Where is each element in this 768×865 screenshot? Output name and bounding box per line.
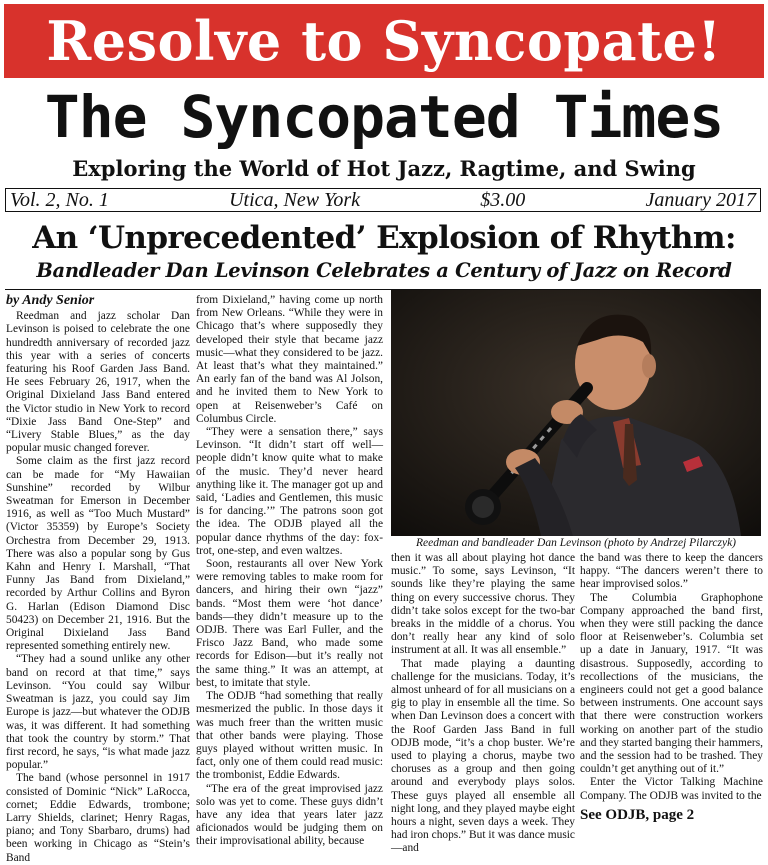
paragraph: then it was all about playing hot dance music.” To some, says Levinson, “It sounds like they’re playing the same thing on every successive chorus. They didn’t take solos except for the two-bar breaks in the middle of a chorus. You don’t really hear any kind of solo instrument at all. It was all ensemble.” bbox=[391, 552, 575, 657]
issue-price: $3.00 bbox=[480, 188, 526, 211]
paragraph: the band was there to keep the dancers happy. “The dancers weren’t there to hear improvised solos.” bbox=[580, 552, 763, 591]
banner-text: Resolve to Syncopate! bbox=[46, 9, 722, 73]
paragraph: from Dixieland,” having come up north from New Orleans. “While they were in Chicago that’s where supposedly they developed their style that became jazz music—what they considered to be jazz. At least that’s what they maintained.” An early fan of the band was Al Jolson, and he invited them to New York to open at Reisenweber’s Café on Columbus Circle. bbox=[196, 294, 383, 425]
paragraph: Soon, restaurants all over New York were removing tables to make room for dancers, and hiring their own “jazz” bands. “Most them were ‘hot dance’ bands—they didn’t measure up to the ODJB. There was Earl Fuller, and the Frisco Jazz Band, who made some records for Edison—but it’s really not the same thing.” It was an attempt, at best, to imitate that style. bbox=[196, 558, 383, 689]
paragraph: The band (whose personnel in 1917 consisted of Dominic “Nick” LaRocca, cornet; Eddie Edwards, trombone; Larry Shields, clarinet; Henry Ragas, piano; and Tony Sbarbaro, drums) had been working in Chicago as “Stein’s Band bbox=[6, 772, 190, 864]
byline: by Andy Senior bbox=[6, 293, 95, 308]
paragraph: That made playing a daunting challenge for the musicians. Today, it’s almost unheard of for all musicians on a gig to play in ensemble all the time. So when Dan Levinson does a concert with the Roof Garden Jass Band in full ODJB mode, “it’s a chop buster. We’re used to playing a chorus, maybe two choruses as a group and then going around and everybody plays solos. These guys played all ensemble all night long, and they played maybe eight hours a night, seven days a week. They had iron chops.” But it was dance music—and bbox=[391, 657, 575, 855]
article-column-4 bbox=[580, 552, 763, 842]
title-banner bbox=[4, 4, 764, 78]
issue-date: January 2017 bbox=[645, 188, 756, 211]
paragraph: The ODJB “had something that really mesmerized the public. In those days it was much freer than the written music that other bands were playing. Those guys played without written music. In fact, only one of them could read music: the trombonist, Eddie Edwards. bbox=[196, 690, 383, 782]
issue-place: Utica, New York bbox=[229, 188, 361, 211]
article-column-1 bbox=[6, 293, 190, 864]
paragraph: Some claim as the first jazz record can be made for “My Hawaiian Sunshine” recorded by Wilbur Sweatman for Emerson in December 1916, as well as “Too Much Mustard” (Victor 35359) by Europe’s Society Orchestra from December 29, 1913. There was also a popular song by Gus Kahn and Henry I. Marshall, “That Funny Jas Band from Dixieland,” recorded by Arthur Collins and Byron G. Harlan (Edison Diamond Disc 50423) on December 21, 1916. But the Original Dixieland Jass Band represented something entirely new. bbox=[6, 455, 190, 653]
continuation-link[interactable]: See ODJB, page 2 bbox=[580, 806, 695, 823]
clarinet-player-illustration bbox=[391, 290, 761, 536]
photo-caption: Reedman and bandleader Dan Levinson (photo by Andrzej Pilarczyk) bbox=[415, 537, 737, 549]
issue-volume: Vol. 2, No. 1 bbox=[10, 188, 109, 211]
issue-bar bbox=[5, 188, 761, 212]
tagline: Exploring the World of Hot Jazz, Ragtime, and Swing bbox=[72, 156, 696, 181]
masthead: The Syncopated Times bbox=[44, 83, 724, 151]
article-column-3 bbox=[391, 552, 575, 855]
headline: An ‘Unprecedented’ Explosion of Rhythm: bbox=[32, 220, 736, 256]
paragraph: Enter the Victor Talking Machine Company. The ODJB was invited to the bbox=[580, 776, 763, 802]
paragraph: “The era of the great improvised jazz solo was yet to come. These guys didn’t have any idea that years later jazz aficionados would be judging them on their improvisational ability, because bbox=[196, 782, 383, 848]
subheadline: Bandleader Dan Levinson Celebrates a Century of Jazz on Record bbox=[36, 259, 732, 282]
article-column-2 bbox=[196, 294, 383, 848]
photo-dan-levinson bbox=[391, 290, 761, 536]
paragraph: “They had a sound unlike any other band on record at that time,” says Levinson. “You could say Wilbur Sweatman is jazz, you could say Jim Europe is jazz—but whatever the ODJB was, it was different. It had something that took the country by storm.” That first record, he says, “is what made jazz popular.” bbox=[6, 653, 190, 772]
paragraph: “They were a sensation there,” says Levinson. “It didn’t start off well—people didn’t know quite what to make of the music. They’d never heard anything like it. The manager got up and said, ‘Ladies and Gentlemen, this music is for dancing.’” The patrons soon got the idea. The ODJB played all the popular dance rhythms of the day: fox-trot, one-step, and even waltzes. bbox=[196, 426, 383, 557]
paragraph: The Columbia Graphophone Company approached the band first, when they were still packing the dance floor at Reisenweber’s. Columbia set up a date in January, 1917. “It was disastrous. Supposedly, according to recollections of the musicians, the engineers could not get a good balance between instruments. One account says that there were construction workers working on another part of the studio and they started banging their hammers, and the session had to be trashed. They couldn’t get anything out of it.” bbox=[580, 591, 763, 776]
paragraph: Reedman and jazz scholar Dan Levinson is poised to celebrate the one hundredth anniversary of recorded jazz this year with a series of concerts featuring his Roof Garden Jass Band. He sees February 26, 1917, when the Original Dixieland Jass Band entered the Victor studio in New York to record “Dixie Jass Band One-Step” and “Livery Stable Blues,” as the day popular music changed forever. bbox=[6, 310, 190, 455]
